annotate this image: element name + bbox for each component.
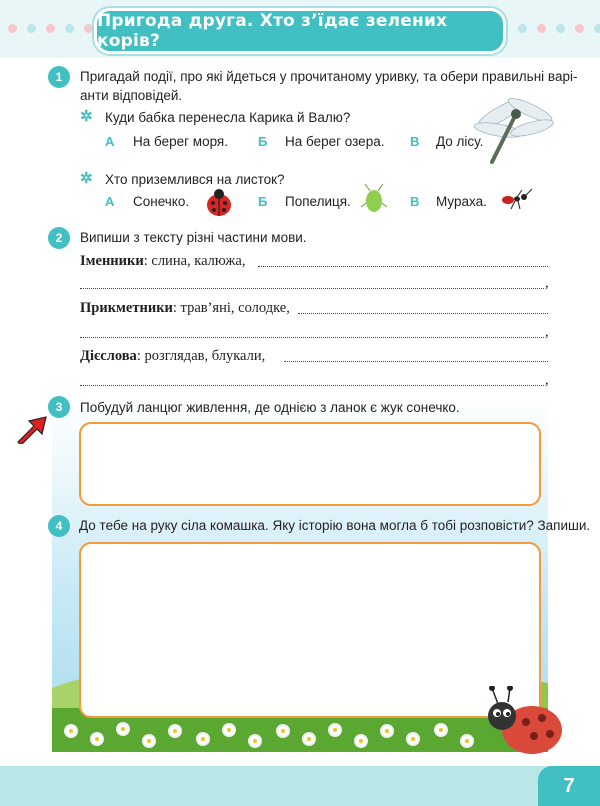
- option-letter-b[interactable]: Б: [258, 194, 268, 209]
- option-text-a[interactable]: На берег моря.: [133, 134, 228, 149]
- answer-line[interactable]: [284, 361, 548, 362]
- daisy-icon: [304, 734, 314, 744]
- sparkle-icon: ✲: [80, 108, 93, 125]
- answer-line[interactable]: [80, 337, 544, 338]
- line-end-comma: ,: [545, 372, 549, 388]
- answer-line[interactable]: [258, 266, 548, 267]
- nouns-label: Іменники: [80, 253, 144, 269]
- task2-instruction: Випиши з тексту різні частини мови.: [80, 230, 307, 245]
- daisy-icon: [144, 736, 154, 746]
- option-text-c[interactable]: Мураха.: [436, 194, 487, 209]
- option-letter-a[interactable]: А: [105, 194, 115, 209]
- page-title-box: [94, 8, 506, 54]
- sparkle-icon: ✲: [80, 170, 93, 187]
- verbs-row: [80, 347, 265, 366]
- daisy-icon: [250, 736, 260, 746]
- option-text-b[interactable]: На берег озера.: [285, 134, 385, 149]
- daisy-icon: [408, 734, 418, 744]
- daisy-icon: [170, 726, 180, 736]
- verbs-examples: : розглядав, блукали,: [136, 348, 266, 364]
- line-end-comma: ,: [545, 275, 549, 291]
- red-arrow-icon: [16, 414, 50, 444]
- ladybug-icon: [480, 686, 564, 758]
- option-letter-c[interactable]: В: [410, 194, 420, 209]
- daisy-icon: [66, 726, 76, 736]
- story-answer-box[interactable]: [79, 542, 541, 718]
- adjectives-row: [80, 299, 290, 318]
- daisy-icon: [224, 725, 234, 735]
- task-number-3: 3: [48, 396, 70, 418]
- task4-instruction: До тебе на руку сіла комашка. Яку історію вона могла б тобі розповісти? Запиши.: [79, 518, 591, 533]
- line-end-comma: ,: [545, 324, 549, 340]
- decor-dots-right: [518, 24, 600, 33]
- daisy-icon: [278, 726, 288, 736]
- task1-instruction-line2: анти відповідей.: [80, 88, 183, 103]
- ant-icon: [500, 186, 534, 212]
- task1-instruction-line1: Пригадай події, про які йдеться у прочитаному уривку, та обери правильні варі-: [80, 69, 578, 84]
- footer-band: [0, 766, 600, 806]
- task-number-2: 2: [48, 227, 70, 249]
- answer-line[interactable]: [298, 313, 548, 314]
- daisy-icon: [462, 736, 472, 746]
- question-2: Хто приземлився на листок?: [105, 172, 285, 187]
- option-text-c[interactable]: До лісу.: [436, 134, 484, 149]
- page-number: 7: [538, 766, 600, 806]
- answer-line[interactable]: [80, 385, 544, 386]
- nouns-row: [80, 252, 245, 271]
- option-text-b[interactable]: Попелиця.: [285, 194, 351, 209]
- option-letter-c[interactable]: В: [410, 134, 420, 149]
- daisy-icon: [118, 724, 128, 734]
- aphid-icon: [360, 183, 388, 215]
- verbs-label: Дієслова: [80, 348, 137, 364]
- task3-instruction: Побудуй ланцюг живлення, де однією з ланок є жук сонечко.: [80, 400, 460, 415]
- option-text-a[interactable]: Сонечко.: [133, 194, 190, 209]
- daisy-icon: [92, 734, 102, 744]
- answer-line[interactable]: [80, 288, 544, 289]
- task-number-4: 4: [48, 515, 70, 537]
- daisy-icon: [436, 725, 446, 735]
- dragonfly-icon: [470, 88, 556, 168]
- option-letter-a[interactable]: А: [105, 134, 115, 149]
- task-number-1: 1: [48, 66, 70, 88]
- adjectives-label: Прикметники: [80, 300, 173, 316]
- food-chain-answer-box[interactable]: [79, 422, 541, 506]
- nouns-examples: : слина, калюжа,: [143, 253, 246, 269]
- page-title: Пригода друга. Хто з’їдає зелених корів?: [97, 11, 448, 51]
- adjectives-examples: : трав’яні, солодке,: [172, 300, 290, 316]
- daisy-icon: [198, 734, 208, 744]
- ladybug-icon: [202, 186, 236, 220]
- question-1: Куди бабка перенесла Карика й Валю?: [105, 110, 351, 125]
- daisy-icon: [356, 736, 366, 746]
- option-letter-b[interactable]: Б: [258, 134, 268, 149]
- daisy-icon: [330, 725, 340, 735]
- daisy-icon: [382, 726, 392, 736]
